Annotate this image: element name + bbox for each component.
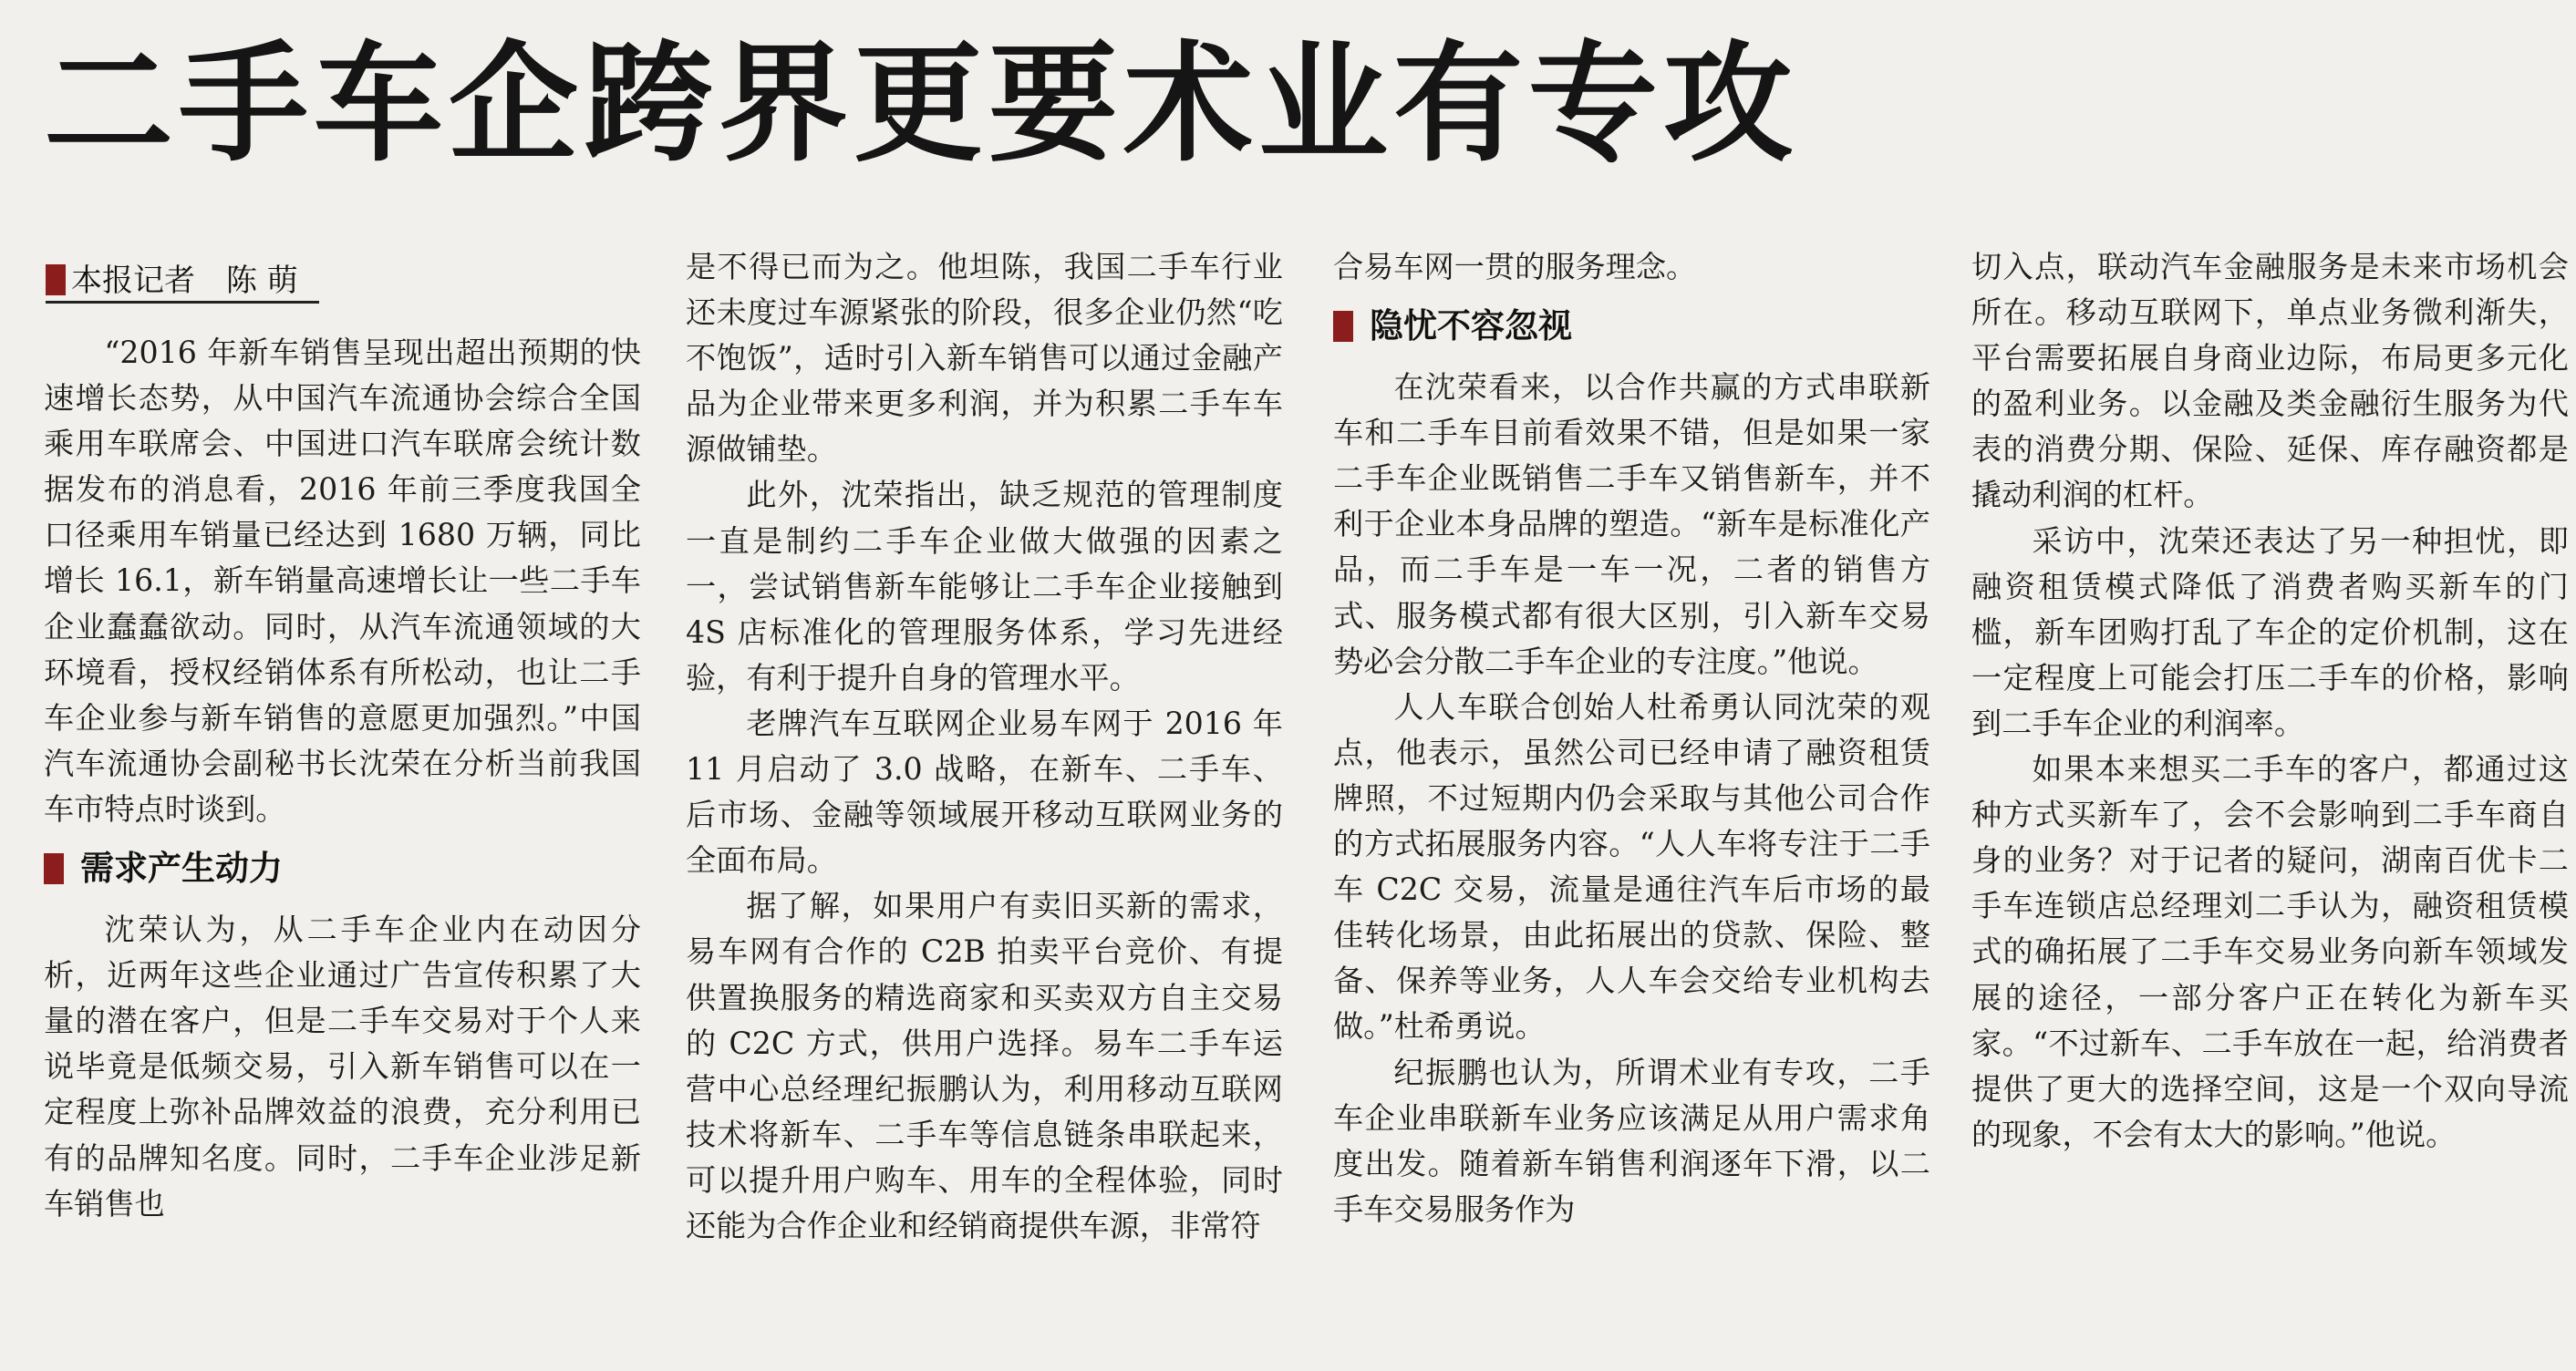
section-marker [44,853,64,884]
article-paragraph: 老牌汽车互联网企业易车网于 2016 年 11 月启动了 3.0 战略，在新车、二手车、后市场、金融等领域展开移动互联网业务的全面布局。 [686,705,1283,879]
article-paragraph: 合易车网一贯的服务理念。 [1333,249,1697,284]
byline-underline [46,301,319,304]
section-heading-text: 需求产生动力 [80,849,283,889]
article-paragraph: 切入点，联动汽车金融服务是未来市场机会所在。移动互联网下，单点业务微利渐失，平台需要拓展自身商业边际，布局更多元化的盈利业务。以金融及类金融衍生服务为代表的消费分期、保险、延保、库存融资都是撬动利润的杠杆。 [1971,249,2569,513]
byline-marker [46,264,66,295]
article-paragraph: 人人车联合创始人杜希勇认同沈荣的观点，他表示，虽然公司已经申请了融资租赁牌照，不过短期内仍会采取与其他公司合作的方式拓展服务内容。“人人车将专注于二手车 C2C 交易，流量是通往汽车后市场的最佳转化场景，由此拓展出的贷款、保险、整备、保养等业务，人人车会交给专业机构去做。”杜希勇说。 [1333,688,1930,1045]
headline: 二手车企跨界更要术业有专攻 [44,29,1798,180]
article-paragraph: “2016 年新车销售呈现出超出预期的快速增长态势，从中国汽车流通协会综合全国乘用车联席会、中国进口汽车联席会统计数据发布的消息看，2016 年前三季度我国全口径乘用车销量已经达到 1680 万辆，同比增长 16.1，新车销量高速增长让一些二手车企业蠢蠢欲动。同时，从汽车流通领域的大环境看，授权经销体系有所松动，也让二手车企业参与新车销售的意愿更加强烈。”中国汽车流通协会副秘书长沈荣在分析当前我国车市特点时谈到。 [44,335,641,827]
section-heading [44,849,641,889]
byline [46,263,298,299]
article-column-3 [1333,244,1930,1232]
article-paragraph: 沈荣认为，从二手车企业内在动因分析，近两年这些企业通过广告宣传积累了大量的潜在客户，但是二手车交易对于个人来说毕竟是低频交易，引入新车销售可以在一定程度上弥补品牌效益的浪费，充分利用已有的品牌知名度。同时，二手车企业涉足新车销售也 [44,912,641,1222]
section-marker [1333,311,1353,342]
article-paragraph: 在沈荣看来，以合作共赢的方式串联新车和二手车目前看效果不错，但是如果一家二手车企业既销售二手车又销售新车，并不利于企业本身品牌的塑造。“新车是标准化产品，而二手车是一车一况，二者的销售方式、服务模式都有很大区别，引入新车交易势必会分散二手车企业的专注度。”他说。 [1333,369,1930,679]
article-paragraph: 此外，沈荣指出，缺乏规范的管理制度一直是制约二手车企业做大做强的因素之一，尝试销售新车能够让二手车企业接触到 4S 店标准化的管理服务体系，学习先进经验，有利于提升自身的管理水平。 [686,477,1283,696]
article-column-2 [686,244,1283,1249]
article-paragraph: 据了解，如果用户有卖旧买新的需求，易车网有合作的 C2B 拍卖平台竞价、有提供置换服务的精选商家和买卖双方自主交易的 C2C 方式，供用户选择。易车二手车运营中心总经理纪振鹏认为，利用移动互联网技术将新车、二手车等信息链条串联起来，可以提升用户购车、用车的全程体验，同时还能为合作企业和经销商提供车源，非常符 [686,888,1283,1243]
article-column-4 [1971,244,2569,1158]
article-paragraph: 是不得已而为之。他坦陈，我国二手车行业还未度过车源紧张的阶段，很多企业仍然“吃不饱饭”，适时引入新车销售可以通过金融产品为企业带来更多利润，并为积累二手车车源做铺垫。 [686,249,1283,468]
byline-text: 本报记者 陈 萌 [71,263,298,299]
article-paragraph: 纪振鹏也认为，所谓术业有专攻，二手车企业串联新车业务应该满足从用户需求角度出发。随着新车销售利润逐年下滑，以二手车交易服务作为 [1333,1054,1930,1227]
section-heading-text: 隐忧不容忽视 [1370,306,1572,346]
article-paragraph: 采访中，沈荣还表达了另一种担忧，即融资租赁模式降低了消费者购买新车的门槛，新车团购打乱了车企的定价机制，这在一定程度上可能会打压二手车的价格，影响到二手车企业的利润率。 [1971,522,2569,741]
section-heading [1333,306,1930,346]
article-paragraph: 如果本来想买二手车的客户，都通过这种方式买新车了，会不会影响到二手车商自身的业务？对于记者的疑问，湖南百优卡二手车连锁店总经理刘二手认为，融资租赁模式的确拓展了二手车交易业务向新车领域发展的途径，一部分客户正在转化为新车买家。“不过新车、二手车放在一起，给消费者提供了更大的选择空间，这是一个双向导流的现象，不会有太大的影响。”他说。 [1971,751,2569,1152]
article-column-1 [44,330,641,1227]
